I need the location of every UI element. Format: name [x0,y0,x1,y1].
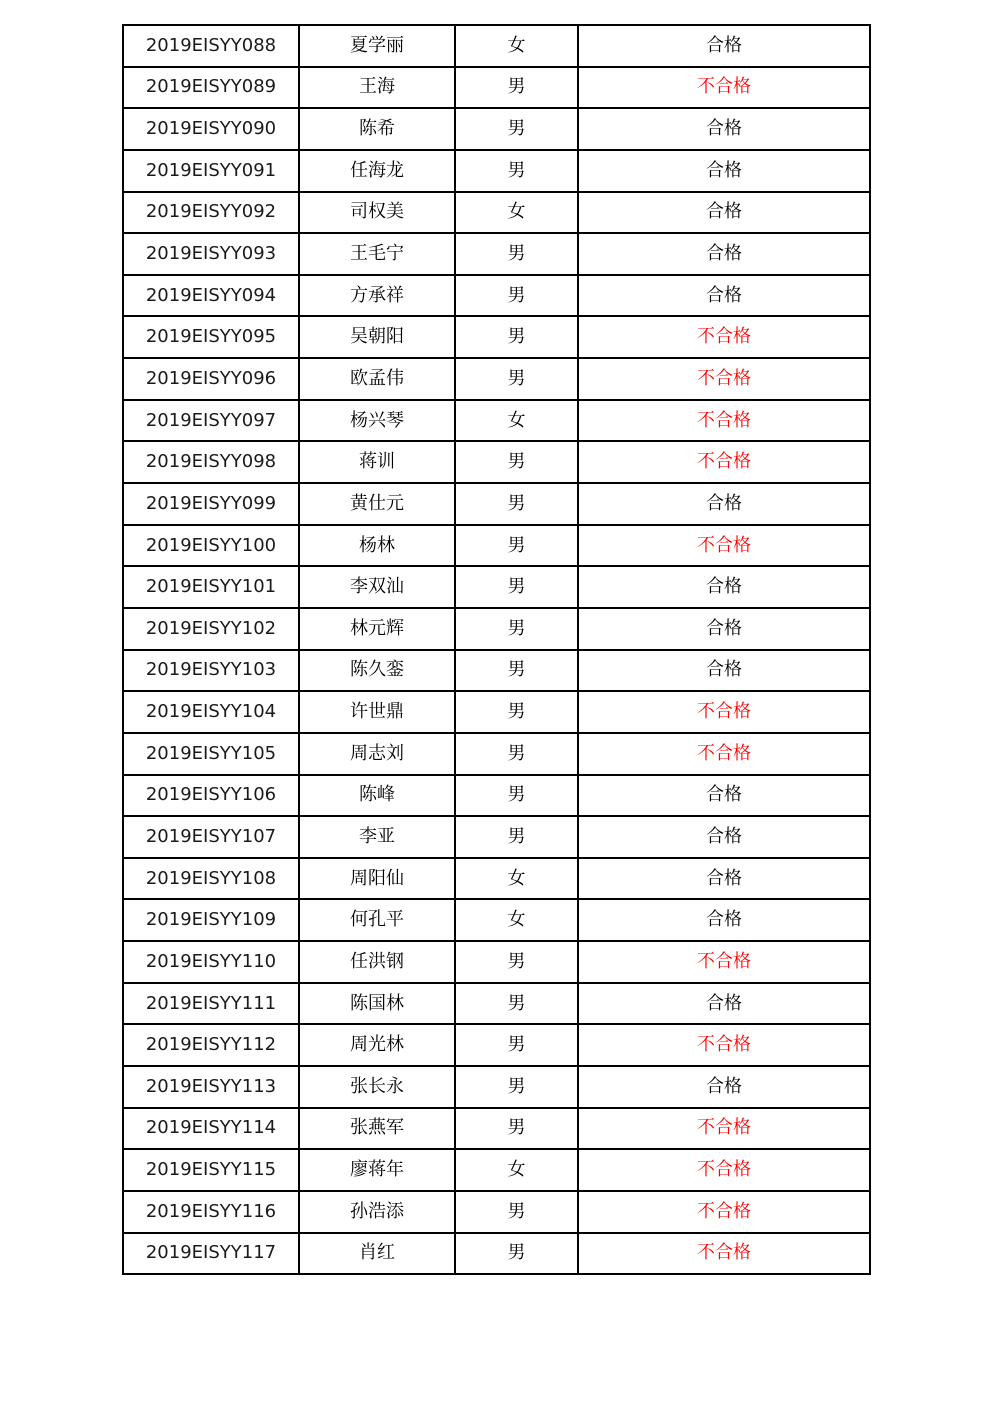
table-row [123,566,870,608]
result-cell: 不合格 [578,400,870,442]
candidate-gender-cell: 男 [455,316,578,358]
result-cell: 合格 [578,566,870,608]
result-cell: 不合格 [578,1149,870,1191]
candidate-name-cell: 司权美 [299,192,455,234]
table-row [123,1233,870,1275]
table-row [123,858,870,900]
candidate-id-cell: 2019EISYY098 [123,441,299,483]
result-cell: 合格 [578,192,870,234]
table-row [123,1191,870,1233]
candidate-id-cell: 2019EISYY092 [123,192,299,234]
table-row [123,733,870,775]
candidate-gender-cell: 男 [455,1066,578,1108]
candidate-gender-cell: 男 [455,983,578,1025]
candidate-name-cell: 陈国林 [299,983,455,1025]
candidate-id-cell: 2019EISYY095 [123,316,299,358]
result-cell: 合格 [578,150,870,192]
result-cell: 合格 [578,983,870,1025]
candidate-id-cell: 2019EISYY101 [123,566,299,608]
candidate-gender-cell: 男 [455,775,578,817]
results-table-body [123,25,870,1274]
table-row [123,608,870,650]
table-row [123,108,870,150]
result-cell: 不合格 [578,441,870,483]
result-cell: 合格 [578,608,870,650]
candidate-gender-cell: 女 [455,400,578,442]
table-row [123,691,870,733]
table-row [123,899,870,941]
candidate-id-cell: 2019EISYY090 [123,108,299,150]
candidate-id-cell: 2019EISYY103 [123,650,299,692]
candidate-gender-cell: 男 [455,108,578,150]
result-cell: 合格 [578,899,870,941]
candidate-name-cell: 张燕军 [299,1108,455,1150]
candidate-gender-cell: 男 [455,358,578,400]
table-row [123,358,870,400]
candidate-gender-cell: 女 [455,192,578,234]
results-table [122,24,871,1275]
candidate-gender-cell: 男 [455,733,578,775]
candidate-gender-cell: 男 [455,67,578,109]
candidate-name-cell: 廖蒋年 [299,1149,455,1191]
result-cell: 不合格 [578,525,870,567]
candidate-gender-cell: 男 [455,233,578,275]
result-cell: 不合格 [578,733,870,775]
candidate-id-cell: 2019EISYY102 [123,608,299,650]
result-cell: 合格 [578,650,870,692]
candidate-name-cell: 周志刘 [299,733,455,775]
result-cell: 不合格 [578,67,870,109]
candidate-gender-cell: 男 [455,608,578,650]
result-cell: 合格 [578,858,870,900]
candidate-name-cell: 杨兴琴 [299,400,455,442]
candidate-name-cell: 黄仕元 [299,483,455,525]
candidate-name-cell: 陈峰 [299,775,455,817]
candidate-gender-cell: 男 [455,1108,578,1150]
result-cell: 不合格 [578,1024,870,1066]
table-row [123,525,870,567]
candidate-gender-cell: 男 [455,650,578,692]
table-row [123,983,870,1025]
candidate-name-cell: 张长永 [299,1066,455,1108]
candidate-name-cell: 欧孟伟 [299,358,455,400]
candidate-name-cell: 周光林 [299,1024,455,1066]
candidate-gender-cell: 男 [455,1233,578,1275]
table-row [123,441,870,483]
result-cell: 不合格 [578,941,870,983]
candidate-name-cell: 陈久銮 [299,650,455,692]
candidate-name-cell: 蒋训 [299,441,455,483]
table-row [123,650,870,692]
result-cell: 不合格 [578,1233,870,1275]
result-cell: 不合格 [578,691,870,733]
result-cell: 不合格 [578,1191,870,1233]
candidate-name-cell: 夏学丽 [299,25,455,67]
candidate-name-cell: 任洪钢 [299,941,455,983]
candidate-id-cell: 2019EISYY106 [123,775,299,817]
table-row [123,67,870,109]
candidate-name-cell: 许世鼎 [299,691,455,733]
candidate-gender-cell: 男 [455,816,578,858]
table-row [123,1024,870,1066]
candidate-gender-cell: 男 [455,691,578,733]
candidate-name-cell: 李双汕 [299,566,455,608]
table-row [123,483,870,525]
candidate-id-cell: 2019EISYY110 [123,941,299,983]
candidate-name-cell: 杨林 [299,525,455,567]
candidate-id-cell: 2019EISYY109 [123,899,299,941]
candidate-id-cell: 2019EISYY091 [123,150,299,192]
table-row [123,150,870,192]
candidate-name-cell: 李亚 [299,816,455,858]
candidate-id-cell: 2019EISYY116 [123,1191,299,1233]
candidate-id-cell: 2019EISYY111 [123,983,299,1025]
candidate-name-cell: 陈希 [299,108,455,150]
candidate-name-cell: 王海 [299,67,455,109]
table-row [123,275,870,317]
table-row [123,233,870,275]
candidate-name-cell: 何孔平 [299,899,455,941]
candidate-gender-cell: 男 [455,441,578,483]
candidate-gender-cell: 女 [455,1149,578,1191]
candidate-name-cell: 林元辉 [299,608,455,650]
candidate-id-cell: 2019EISYY096 [123,358,299,400]
table-row [123,775,870,817]
candidate-gender-cell: 男 [455,525,578,567]
candidate-id-cell: 2019EISYY112 [123,1024,299,1066]
result-cell: 合格 [578,483,870,525]
table-row [123,400,870,442]
candidate-id-cell: 2019EISYY097 [123,400,299,442]
candidate-gender-cell: 男 [455,150,578,192]
table-row [123,941,870,983]
candidate-name-cell: 肖红 [299,1233,455,1275]
candidate-id-cell: 2019EISYY099 [123,483,299,525]
table-row [123,192,870,234]
table-row [123,316,870,358]
candidate-id-cell: 2019EISYY113 [123,1066,299,1108]
candidate-id-cell: 2019EISYY108 [123,858,299,900]
candidate-id-cell: 2019EISYY104 [123,691,299,733]
result-cell: 不合格 [578,316,870,358]
result-cell: 合格 [578,775,870,817]
candidate-gender-cell: 男 [455,483,578,525]
table-row [123,816,870,858]
candidate-name-cell: 方承祥 [299,275,455,317]
result-cell: 合格 [578,1066,870,1108]
candidate-id-cell: 2019EISYY089 [123,67,299,109]
candidate-id-cell: 2019EISYY094 [123,275,299,317]
result-cell: 不合格 [578,1108,870,1150]
candidate-id-cell: 2019EISYY115 [123,1149,299,1191]
result-cell: 合格 [578,25,870,67]
candidate-name-cell: 吴朝阳 [299,316,455,358]
candidate-gender-cell: 男 [455,1191,578,1233]
candidate-id-cell: 2019EISYY105 [123,733,299,775]
table-row [123,1108,870,1150]
candidate-gender-cell: 男 [455,941,578,983]
result-cell: 不合格 [578,358,870,400]
candidate-id-cell: 2019EISYY117 [123,1233,299,1275]
candidate-id-cell: 2019EISYY093 [123,233,299,275]
candidate-name-cell: 任海龙 [299,150,455,192]
candidate-name-cell: 孙浩添 [299,1191,455,1233]
candidate-id-cell: 2019EISYY114 [123,1108,299,1150]
candidate-id-cell: 2019EISYY088 [123,25,299,67]
result-cell: 合格 [578,233,870,275]
result-cell: 合格 [578,816,870,858]
result-cell: 合格 [578,108,870,150]
candidate-gender-cell: 女 [455,858,578,900]
table-row [123,1149,870,1191]
candidate-gender-cell: 男 [455,275,578,317]
candidate-gender-cell: 男 [455,1024,578,1066]
candidate-gender-cell: 男 [455,566,578,608]
table-row [123,25,870,67]
table-row [123,1066,870,1108]
candidate-name-cell: 王毛宁 [299,233,455,275]
candidate-name-cell: 周阳仙 [299,858,455,900]
candidate-gender-cell: 女 [455,25,578,67]
candidate-gender-cell: 女 [455,899,578,941]
candidate-id-cell: 2019EISYY107 [123,816,299,858]
result-cell: 合格 [578,275,870,317]
candidate-id-cell: 2019EISYY100 [123,525,299,567]
